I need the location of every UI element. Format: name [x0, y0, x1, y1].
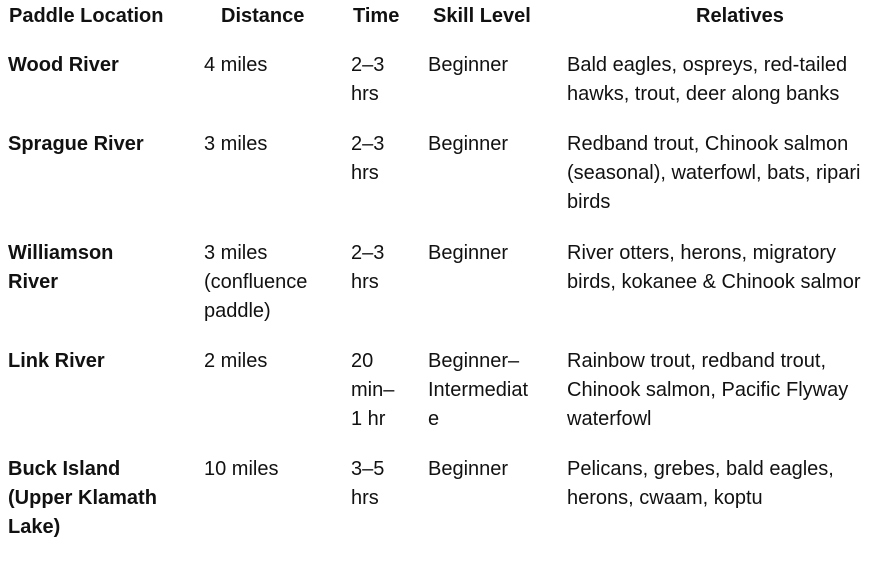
- cell-relatives: [567, 130, 860, 217]
- cell-line: 2–3: [351, 242, 385, 264]
- cell-line: Wood River: [8, 54, 119, 76]
- cell-line: Williamson: [8, 242, 114, 264]
- cell-line: 2–3: [351, 54, 385, 76]
- cell-location: [8, 51, 119, 80]
- cell-line: 1 hr: [351, 408, 386, 430]
- cell-line: min–: [351, 379, 395, 401]
- cell-line: Beginner: [428, 54, 509, 76]
- cell-line: Pelicans, grebes, bald eagles,: [567, 458, 834, 480]
- cell-line: 2–3: [351, 133, 385, 155]
- cell-location: [8, 347, 105, 376]
- header-skill-level: Skill Level: [433, 5, 531, 27]
- cell-skill-level: [428, 347, 528, 434]
- header-time: Time: [353, 5, 400, 27]
- cell-time: [351, 347, 394, 434]
- cell-line: 10 miles: [204, 458, 279, 480]
- cell-line: Lake): [8, 516, 61, 538]
- cell-skill-level: [428, 455, 508, 484]
- cell-relatives: [567, 347, 848, 434]
- cell-line: (Upper Klamath: [8, 487, 157, 509]
- cell-line: 20: [351, 350, 374, 372]
- cell-line: paddle): [204, 300, 271, 322]
- cell-line: Redband trout, Chinook salmon: [567, 133, 849, 155]
- cell-line: birds: [567, 191, 611, 213]
- cell-line: Beginner: [428, 458, 509, 480]
- header-relatives: Relatives: [696, 5, 784, 27]
- cell-line: Buck Island: [8, 458, 121, 480]
- cell-line: e: [428, 408, 440, 430]
- cell-line: Beginner–: [428, 350, 520, 372]
- cell-line: Beginner: [428, 133, 509, 155]
- cell-distance: [204, 347, 267, 376]
- cell-line: Rainbow trout, redband trout,: [567, 350, 827, 372]
- cell-line: 3 miles: [204, 133, 268, 155]
- cell-line: Link River: [8, 350, 105, 372]
- cell-line: Intermediat: [428, 379, 529, 401]
- cell-line: Beginner: [428, 242, 509, 264]
- cell-distance: [204, 51, 267, 80]
- cell-line: hrs: [351, 271, 379, 293]
- cell-line: 2 miles: [204, 350, 268, 372]
- cell-relatives: [567, 51, 847, 109]
- cell-skill-level: [428, 130, 508, 159]
- cell-line: waterfowl: [567, 408, 652, 430]
- cell-line: hrs: [351, 487, 379, 509]
- cell-relatives: [567, 239, 860, 297]
- cell-line: Sprague River: [8, 133, 144, 155]
- cell-distance: [204, 130, 267, 159]
- cell-time: [351, 130, 384, 188]
- cell-skill-level: [428, 51, 508, 80]
- cell-line: birds, kokanee & Chinook salmor: [567, 271, 861, 293]
- cell-relatives: [567, 455, 834, 513]
- cell-time: [351, 51, 384, 109]
- cell-line: (seasonal), waterfowl, bats, ripari: [567, 162, 861, 184]
- cell-location: [8, 455, 157, 542]
- cell-line: 3–5: [351, 458, 385, 480]
- cell-line: herons, cwaam, koptu: [567, 487, 763, 509]
- cell-line: Bald eagles, ospreys, red-tailed: [567, 54, 848, 76]
- cell-line: River otters, herons, migratory: [567, 242, 836, 264]
- cell-line: Chinook salmon, Pacific Flyway: [567, 379, 849, 401]
- cell-line: hawks, trout, deer along banks: [567, 83, 840, 105]
- cell-location: [8, 130, 144, 159]
- cell-line: hrs: [351, 162, 379, 184]
- cell-line: River: [8, 271, 59, 293]
- cell-time: [351, 239, 384, 297]
- cell-line: (confluence: [204, 271, 308, 293]
- cell-distance: [204, 239, 307, 326]
- cell-line: hrs: [351, 83, 379, 105]
- cell-time: [351, 455, 384, 513]
- cell-skill-level: [428, 239, 508, 268]
- cell-location: [8, 239, 113, 297]
- header-location: Paddle Location: [9, 5, 164, 27]
- header-distance: Distance: [221, 5, 305, 27]
- cell-line: 4 miles: [204, 54, 268, 76]
- cell-distance: [204, 455, 278, 484]
- cell-line: 3 miles: [204, 242, 268, 264]
